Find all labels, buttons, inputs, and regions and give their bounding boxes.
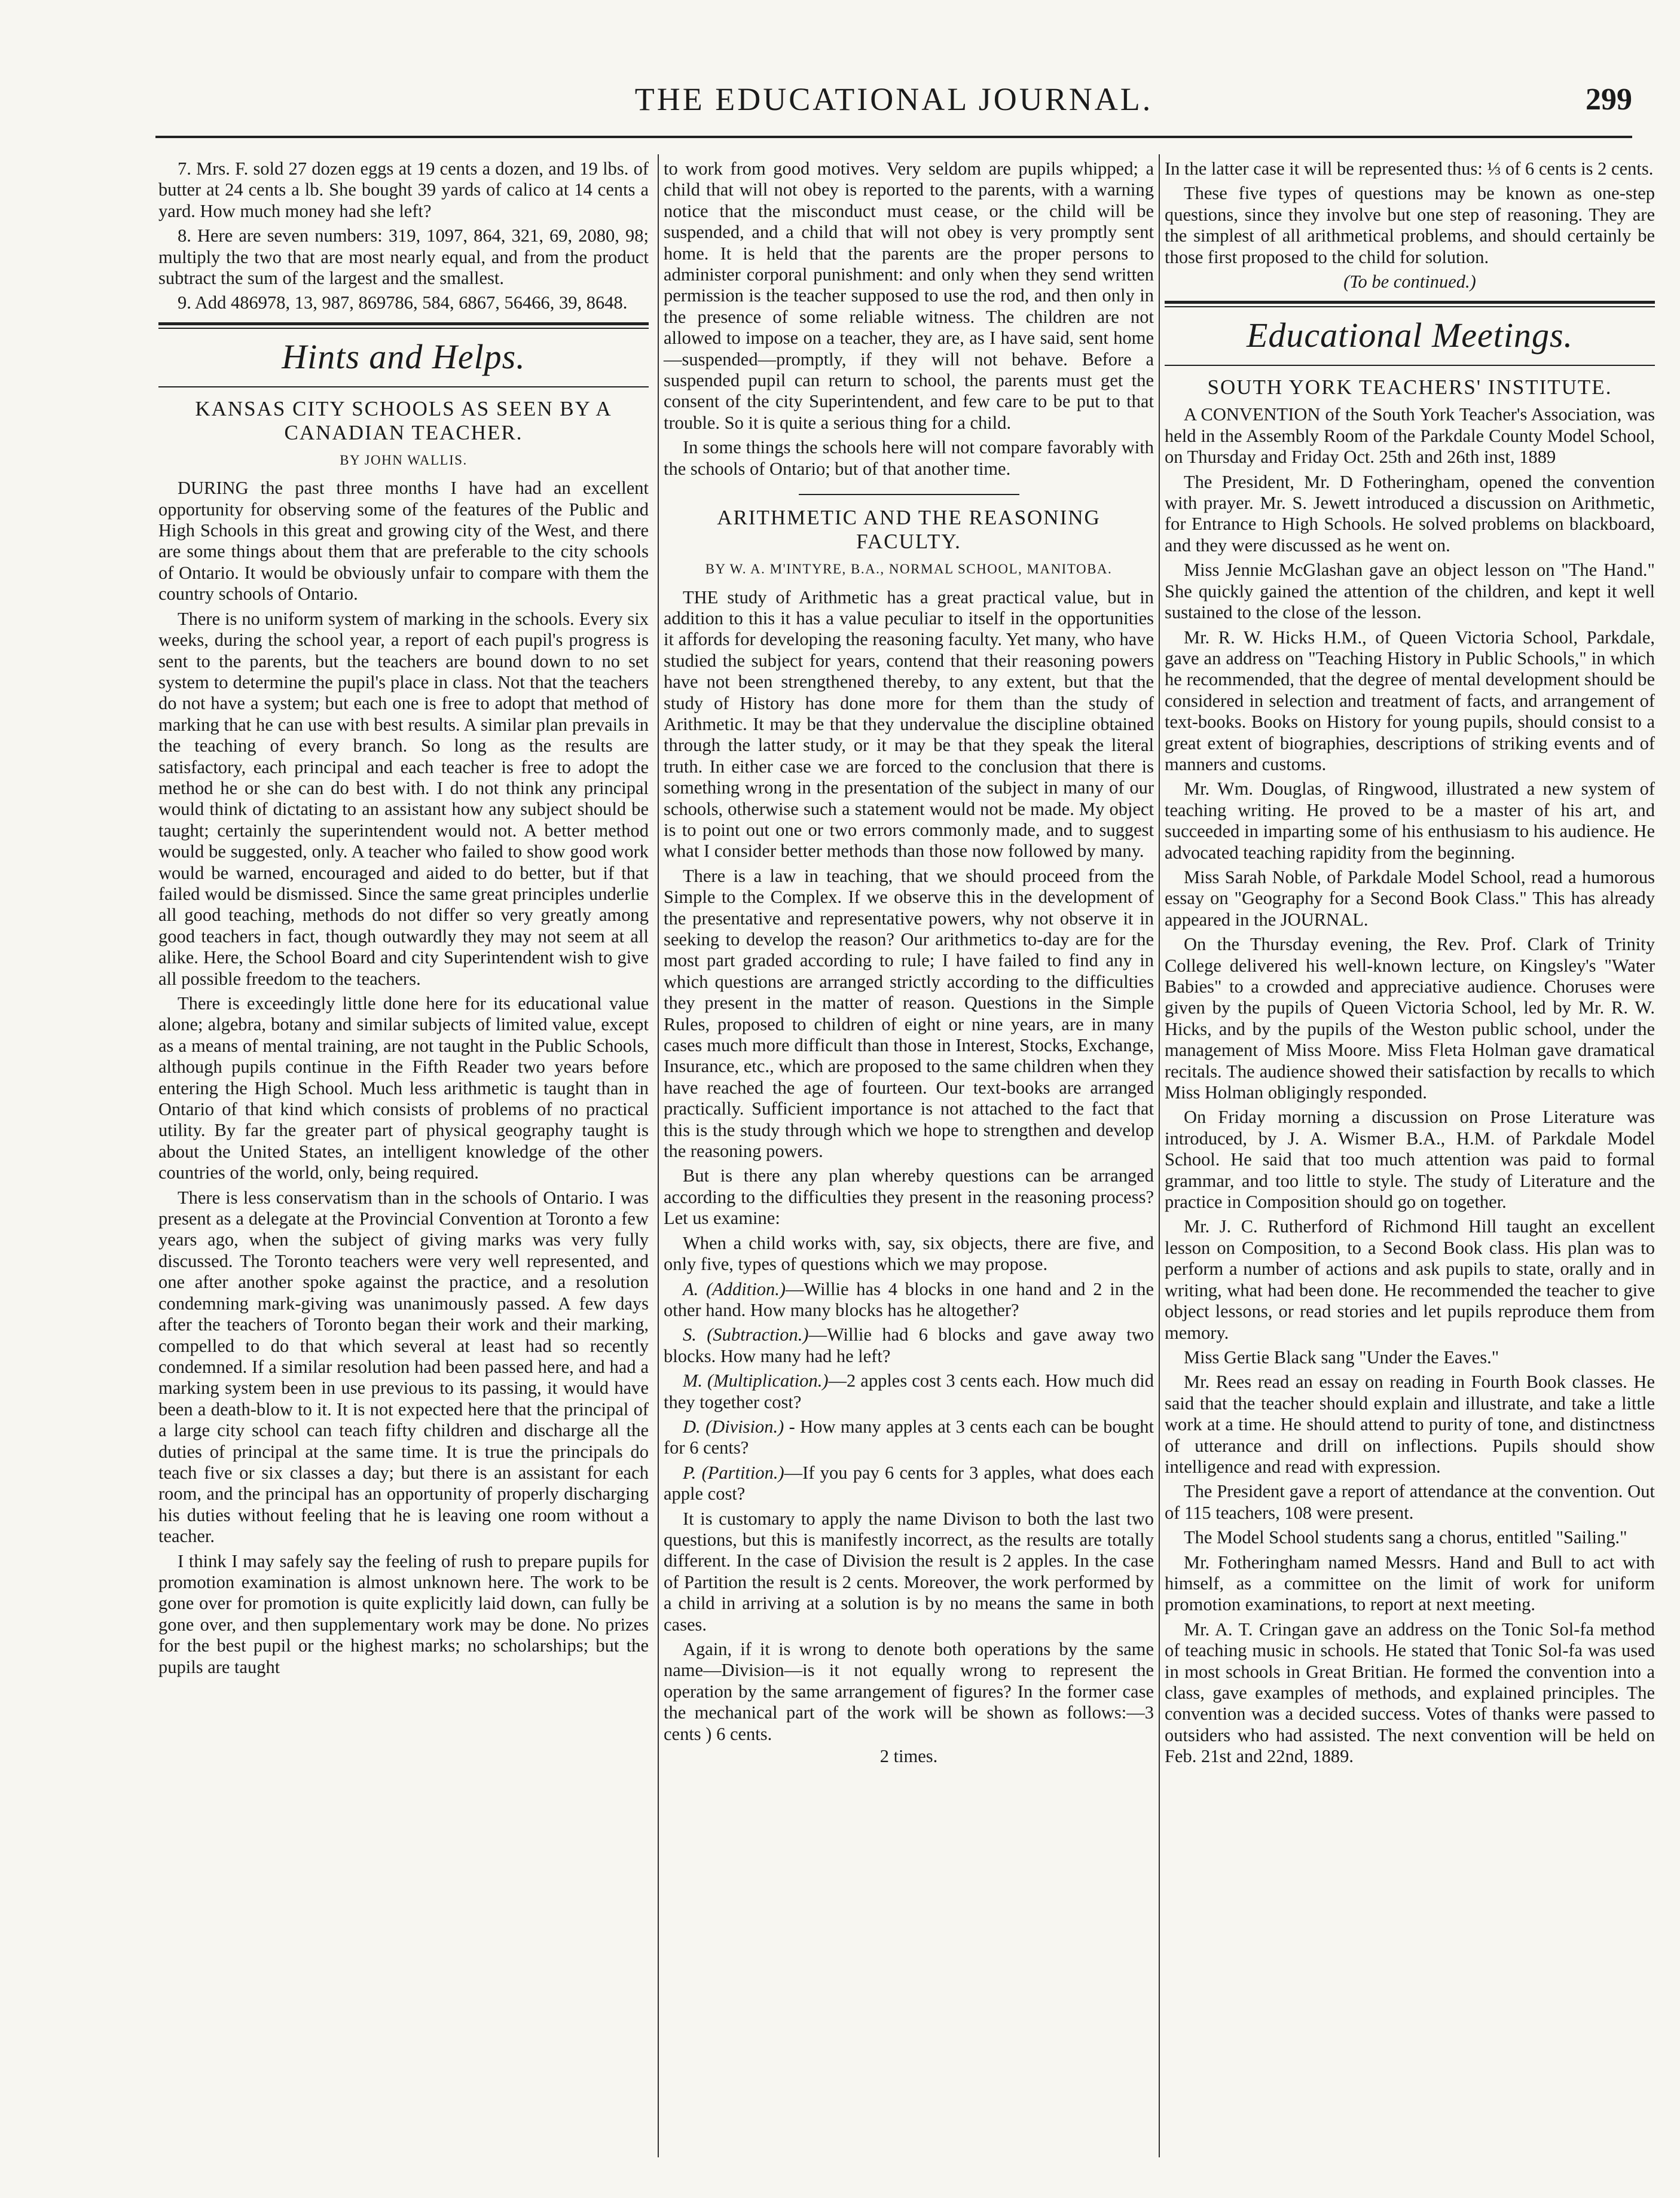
page-number: 299 bbox=[1586, 83, 1632, 117]
to-be-continued: (To be continued.) bbox=[1343, 271, 1476, 292]
arithmetic-paragraph-2: There is a law in teaching, that we should proceed from the Simple to the Complex. If we observe this in the development of the presentative and representative powers, why not observe it in seeking to develop the reason? Our arithmetics to-day are for the most part graded according to rule; I have failed to find any in which questions are arranged strictly according to the difficulties they present in the matter of reason. Questions in the Simple Rules, proposed to children of eight or nine years, are in many cases much more difficult than those in Interest, Stocks, Exchange, Insurance, etc., which are proposed to the same children when they have reached the age of fourteen. Our text-books are arranged practically. Sufficient importance is not attached to the fact that this is the study through which we hope to strengthen and develop the reasoning powers. bbox=[664, 865, 1154, 1162]
column-2 bbox=[664, 158, 1154, 1770]
example-division-label: D. (Division.) bbox=[683, 1416, 784, 1437]
column-divider-1 bbox=[658, 154, 659, 2157]
example-multiplication-label: M. (Multiplication.) bbox=[683, 1370, 829, 1391]
kansas-paragraph-1: DURING the past three months I have had an excellent opportunity for observing some of the features of the Public and High Schools in this great and growing city of the West, and there are some things about them that are preferable to the city schools of Ontario. It would be obviously unfair to compare with them the country schools of Ontario. bbox=[158, 478, 649, 605]
kansas-continued-paragraph: to work from good motives. Very seldom are pupils whipped; a child that will not obey is reported to the parents, with a warning notice that the misconduct must cease, or the child will be suspended, and a child that will not obey is very promptly sent home. It is held that the parents are the proper persons to administer corporal punishment: and only when they send written permission is the teacher supposed to use the rod, and then only in the presence of some reliable witness. The children are not allowed to impose on a teacher, they are, as I have said, sent home—suspended—promptly, if they will not behave. Before a suspended pupil can return to school, the parents must get the consent of the city Superintendent, and few care to be put to that trouble. So it is quite a serious thing for a child. bbox=[664, 158, 1154, 433]
arithmetic-final-paragraph: These five types of questions may be known as one-step questions, since they involve but one step of reasoning. They are the simplest of all arithmetical problems, and should certainly be those first proposed to the child for solution. bbox=[1165, 183, 1655, 267]
meeting-paragraph-5: Mr. Wm. Douglas, of Ringwood, illustrated a new system of teaching writing. He proved to be a master of his art, and succeeded in imparting some of his enthusiasm to his audience. He advocated teaching rapidity from the beginning. bbox=[1165, 779, 1655, 863]
meeting-paragraph-14: Mr. Fotheringham named Messrs. Hand and Bull to act with himself, as a committee on the limit of work for uniform promotion examinations, to report at next meeting. bbox=[1165, 1552, 1655, 1615]
example-subtraction-text: —Willie had 6 blocks and gave away two blocks. How many had he left? bbox=[664, 1324, 1154, 1366]
example-division bbox=[664, 1417, 1154, 1459]
article-title-arithmetic: ARITHMETIC AND THE REASONING FACULTY. bbox=[717, 506, 1101, 554]
journal-title: THE EDUCATIONAL JOURNAL. bbox=[634, 81, 1153, 117]
example-division-text: - How many apples at 3 cents each can be bought for 6 cents? bbox=[664, 1416, 1154, 1458]
article-separator bbox=[799, 494, 1019, 495]
meeting-paragraph-6: Miss Sarah Noble, of Parkdale Model School, read a humorous essay on "Geography for a Second Book Class." This has already appeared in the JOURNAL. bbox=[1165, 866, 1655, 930]
column-3 bbox=[1165, 158, 1655, 1771]
arithmetic-paragraph-1: THE study of Arithmetic has a great practical value, but in addition to this it has a value peculiar to itself in the opportunities it affords for developing the reasoning faculty. Yet many, who have studied the subject for years, contend that their reasoning powers have not been strengthened thereby, to any extent, but that the study of History has done more for them than the study of Arithmetic. It may be that they undervalue the discipline obtained through the latter study, or it may be that they speak the literal truth. In either case we are forced to the conclusion that there is something wrong in the presentation of the subject in many of our schools, otherwise such a statement would not be made. My object is to point out one or two errors commonly made, and to suggest what I consider better methods than those now followed by many. bbox=[664, 587, 1154, 862]
section-rule-thin bbox=[1165, 365, 1655, 366]
section-rule-thin bbox=[158, 386, 649, 387]
article-title-south-york: SOUTH YORK TEACHERS' INSTITUTE. bbox=[1207, 376, 1612, 399]
question-9: 9. Add 486978, 13, 987, 869786, 584, 6867, 56466, 39, 8648. bbox=[178, 292, 628, 313]
meeting-paragraph-13: The Model School students sang a chorus, entitled "Sailing." bbox=[1184, 1527, 1627, 1548]
meeting-paragraph-2: The President, Mr. D Fotheringham, opened the convention with prayer. Mr. S. Jewett introduced a discussion on Arithmetic, for Entrance to High Schools. He solved problems on blackboard, and they were discussed as he went on. bbox=[1165, 471, 1655, 555]
arithmetic-paragraph-6: Again, if it is wrong to denote both operations by the same name—Division—is it not equally wrong to represent the operation by the same arrangement of figures? In the former case the mechanical part of the work will be shown as follows:—3 cents ) 6 cents. bbox=[664, 1639, 1154, 1744]
arithmetic-continued-paragraph: In the latter case it will be represented thus: ⅓ of 6 cents is 2 cents. bbox=[1165, 158, 1654, 179]
meeting-paragraph-15: Mr. A. T. Cringan gave an address on the Tonic Sol-fa method of teaching music in schools. He stated that Tonic Sol-fa was used in most schools in Great Britian. He formed the convention into a class, gave examples of methods, and explained principles. The convention was a decided success. Votes of thanks were passed to outsiders who had assisted. The next convention will be held on Feb. 21st and 22nd, 1889. bbox=[1165, 1619, 1655, 1767]
kansas-paragraph-5: I think I may safely say the feeling of rush to prepare pupils for promotion examination is almost unknown here. The work to be gone over for promotion is quite explicitly laid down, can fully be gone over, and then supplementary work may be done. No prizes for the best pupil or the highest marks; no scholarships; but the pupils are taught bbox=[158, 1550, 649, 1677]
meeting-paragraph-9: Mr. J. C. Rutherford of Richmond Hill taught an excellent lesson on Composition, to a Second Book class. His plan was to perform a number of actions and ask pupils to state, orally and in writing, what had been done. He recommended the teacher to give object lessons, or read stories and let pupils reproduce them from memory. bbox=[1165, 1216, 1655, 1343]
question-8: 8. Here are seven numbers: 319, 1097, 864, 321, 69, 2080, 98; multiply the two that are most nearly equal, and from the product subtract the sum of the largest and the smallest. bbox=[158, 225, 649, 289]
example-multiplication-text: —2 apples cost 3 cents each. How much did they together cost? bbox=[664, 1370, 1154, 1412]
example-addition bbox=[664, 1279, 1154, 1321]
article-byline-mintyre: BY W. A. M'INTYRE, B.A., NORMAL SCHOOL, MANITOBA. bbox=[705, 561, 1113, 577]
kansas-paragraph-3: There is exceedingly little done here for its educational value alone; algebra, botany and similar subjects of limited value, except as a means of mental training, are not taught in the Public Schools, although pupils continue in the Fifth Reader two years before entering the High School. Much less arithmetic is taught than in Ontario of that kind which consists of problems of no practical utility. By far the greater part of physical geography taught is about the United States, an intelligent knowledge of the other countries of the world, only, being required. bbox=[158, 993, 649, 1183]
example-partition-label: P. (Partition.) bbox=[683, 1462, 784, 1483]
kansas-paragraph-2: There is no uniform system of marking in the schools. Every six weeks, during the school year, a report of each pupil's progress is sent to the parents, but the teachers are bound down to no set system to determine the pupil's place in class. Not that the teachers do not have a system; but each one is free to adopt that method of marking that he can use with best results. A similar plan prevails in the teaching of every branch. So long as the results are satisfactory, each principal and each teacher is free to adopt the method he or she can do best with. I do not think any principal would think of dictating to an assistant how any subject should be taught; certainly the superintendent would not. A better method would be suggested, only. A teacher who failed to show good work would be warned, encouraged and aided to do better, but if that failed would be dismissed. Since the same great principles underlie all good teaching, methods do not differ so very greatly among good teachers in fact, though outwardly they may not seem at all alike. Here, the School Board and city Superintendent wish to give all possible freedom to the teachers. bbox=[158, 608, 649, 989]
column-divider-2 bbox=[1159, 154, 1160, 2157]
arithmetic-paragraph-3: But is there any plan whereby questions can be arranged according to the difficulties they present in the reasoning process? Let us examine: bbox=[664, 1165, 1154, 1229]
example-multiplication bbox=[664, 1370, 1154, 1413]
meeting-paragraph-1: A CONVENTION of the South York Teacher's Association, was held in the Assembly Room of the Parkdale County Model School, on Thursday and Friday Oct. 25th and 26th inst, 1889 bbox=[1165, 404, 1655, 468]
kansas-closing-paragraph: In some things the schools here will not compare favorably with the schools of Ontario; but of that another time. bbox=[664, 437, 1154, 479]
arithmetic-paragraph-4: When a child works with, say, six objects, there are five, and only five, types of questions which we may propose. bbox=[664, 1232, 1154, 1275]
page-header bbox=[155, 81, 1632, 141]
meeting-paragraph-10: Miss Gertie Black sang "Under the Eaves." bbox=[1184, 1347, 1499, 1367]
meeting-paragraph-8: On Friday morning a discussion on Prose Literature was introduced, by J. A. Wismer B.A., H.M. of Parkdale Model School. He said that too much attention was paid to formal grammar, and too little to style. The study of Literature and the practice in Composition should go on together. bbox=[1165, 1107, 1655, 1213]
kansas-paragraph-4: There is less conservatism than in the schools of Ontario. I was present as a delegate at the Provincial Convention at Toronto a few years ago, when the subject of giving marks was very fully discussed. The Toronto teachers were very well represented, and one after another spoke against the practice, and a resolution condemning mark-giving was unanimously passed. A few days after the teachers of Toronto began their work and their marking, compelled to do that which several at least had so recently condemned. If a similar resolution had been passed here, and had a marking system been in use previous to its passing, it would have been a death-blow to it. It is not expected here that the principal of a large city school can teach fifty children and discharge all the duties of principal at the same time. It is true the principals do teach five or six classes a day; but there is an assistant for each room, and the principal has an opportunity of properly discharging his duties without feeling that he is leaving one room without a teacher. bbox=[158, 1187, 649, 1547]
meeting-paragraph-7: On the Thursday evening, the Rev. Prof. Clark of Trinity College delivered his well-known lecture, on Kingsley's "Water Babies" to a crowded and appreciative audience. Choruses were given by the pupils of Queen Victoria School, led by Mr. R. W. Hicks, and by the pupils of the Weston public school, under the management of Miss Moore. Miss Fleta Holman gave dramatical recitals. The audience showed their satisfaction by recalls to which Miss Holman obligingly responded. bbox=[1165, 934, 1655, 1103]
meeting-paragraph-4: Mr. R. W. Hicks H.M., of Queen Victoria School, Parkdale, gave an address on "Teaching History in Public Schools," in which he recommended, that the degree of mental development should be considered in selection and treatment of facts, and arrangement of text-books. Books on History for young pupils, should consist to a great extent of biographies, descriptions of striking events and of manners and customs. bbox=[1165, 627, 1655, 774]
section-rule bbox=[1165, 301, 1655, 307]
section-rule bbox=[158, 322, 649, 329]
header-rule bbox=[155, 136, 1632, 138]
example-subtraction bbox=[664, 1324, 1154, 1367]
example-addition-text: —Willie has 4 blocks in one hand and 2 in the other hand. How many blocks has he altogether? bbox=[664, 1278, 1154, 1320]
meeting-paragraph-11: Mr. Rees read an essay on reading in Fourth Book classes. He said that the teacher should explain and illustrate, and take a little work at a time. He should attend to purity of tone, and distinctness of utterance and drill on inflections. Pupils should show intelligence and read with expression. bbox=[1165, 1372, 1655, 1477]
article-title-kansas: KANSAS CITY SCHOOLS AS SEEN BY A CANADIAN TEACHER. bbox=[195, 396, 612, 444]
meeting-paragraph-3: Miss Jennie McGlashan gave an object lesson on "The Hand." She quickly gained the attention of the children, and kept it well sustained to the close of the lesson. bbox=[1165, 560, 1655, 623]
example-partition bbox=[664, 1463, 1154, 1505]
division-result: 2 times. bbox=[879, 1746, 938, 1767]
example-subtraction-label: S. (Subtraction.) bbox=[683, 1324, 809, 1345]
question-7: 7. Mrs. F. sold 27 dozen eggs at 19 cents a dozen, and 19 lbs. of butter at 24 cents a lb. She bought 39 yards of calico at 14 cents a yard. How much money had she left? bbox=[158, 158, 649, 221]
example-partition-text: —If you pay 6 cents for 3 apples, what does each apple cost? bbox=[664, 1462, 1154, 1504]
article-byline-wallis: BY JOHN WALLIS. bbox=[340, 452, 468, 468]
meeting-paragraph-12: The President gave a report of attendance at the convention. Out of 115 teachers, 108 were present. bbox=[1165, 1481, 1655, 1523]
example-addition-label: A. (Addition.) bbox=[683, 1278, 786, 1299]
section-title-hints: Hints and Helps. bbox=[282, 337, 526, 376]
column-1 bbox=[158, 158, 649, 1681]
arithmetic-paragraph-5: It is customary to apply the name Divison to both the last two questions, but this is manifestly incorrect, as the results are totally different. In the case of Division the result is 2 apples. In the case of Partition the result is 2 cents. Moreover, the work performed by a child in arriving at a solution is by no means the same in both cases. bbox=[664, 1508, 1154, 1635]
section-title-meetings: Educational Meetings. bbox=[1246, 316, 1574, 355]
